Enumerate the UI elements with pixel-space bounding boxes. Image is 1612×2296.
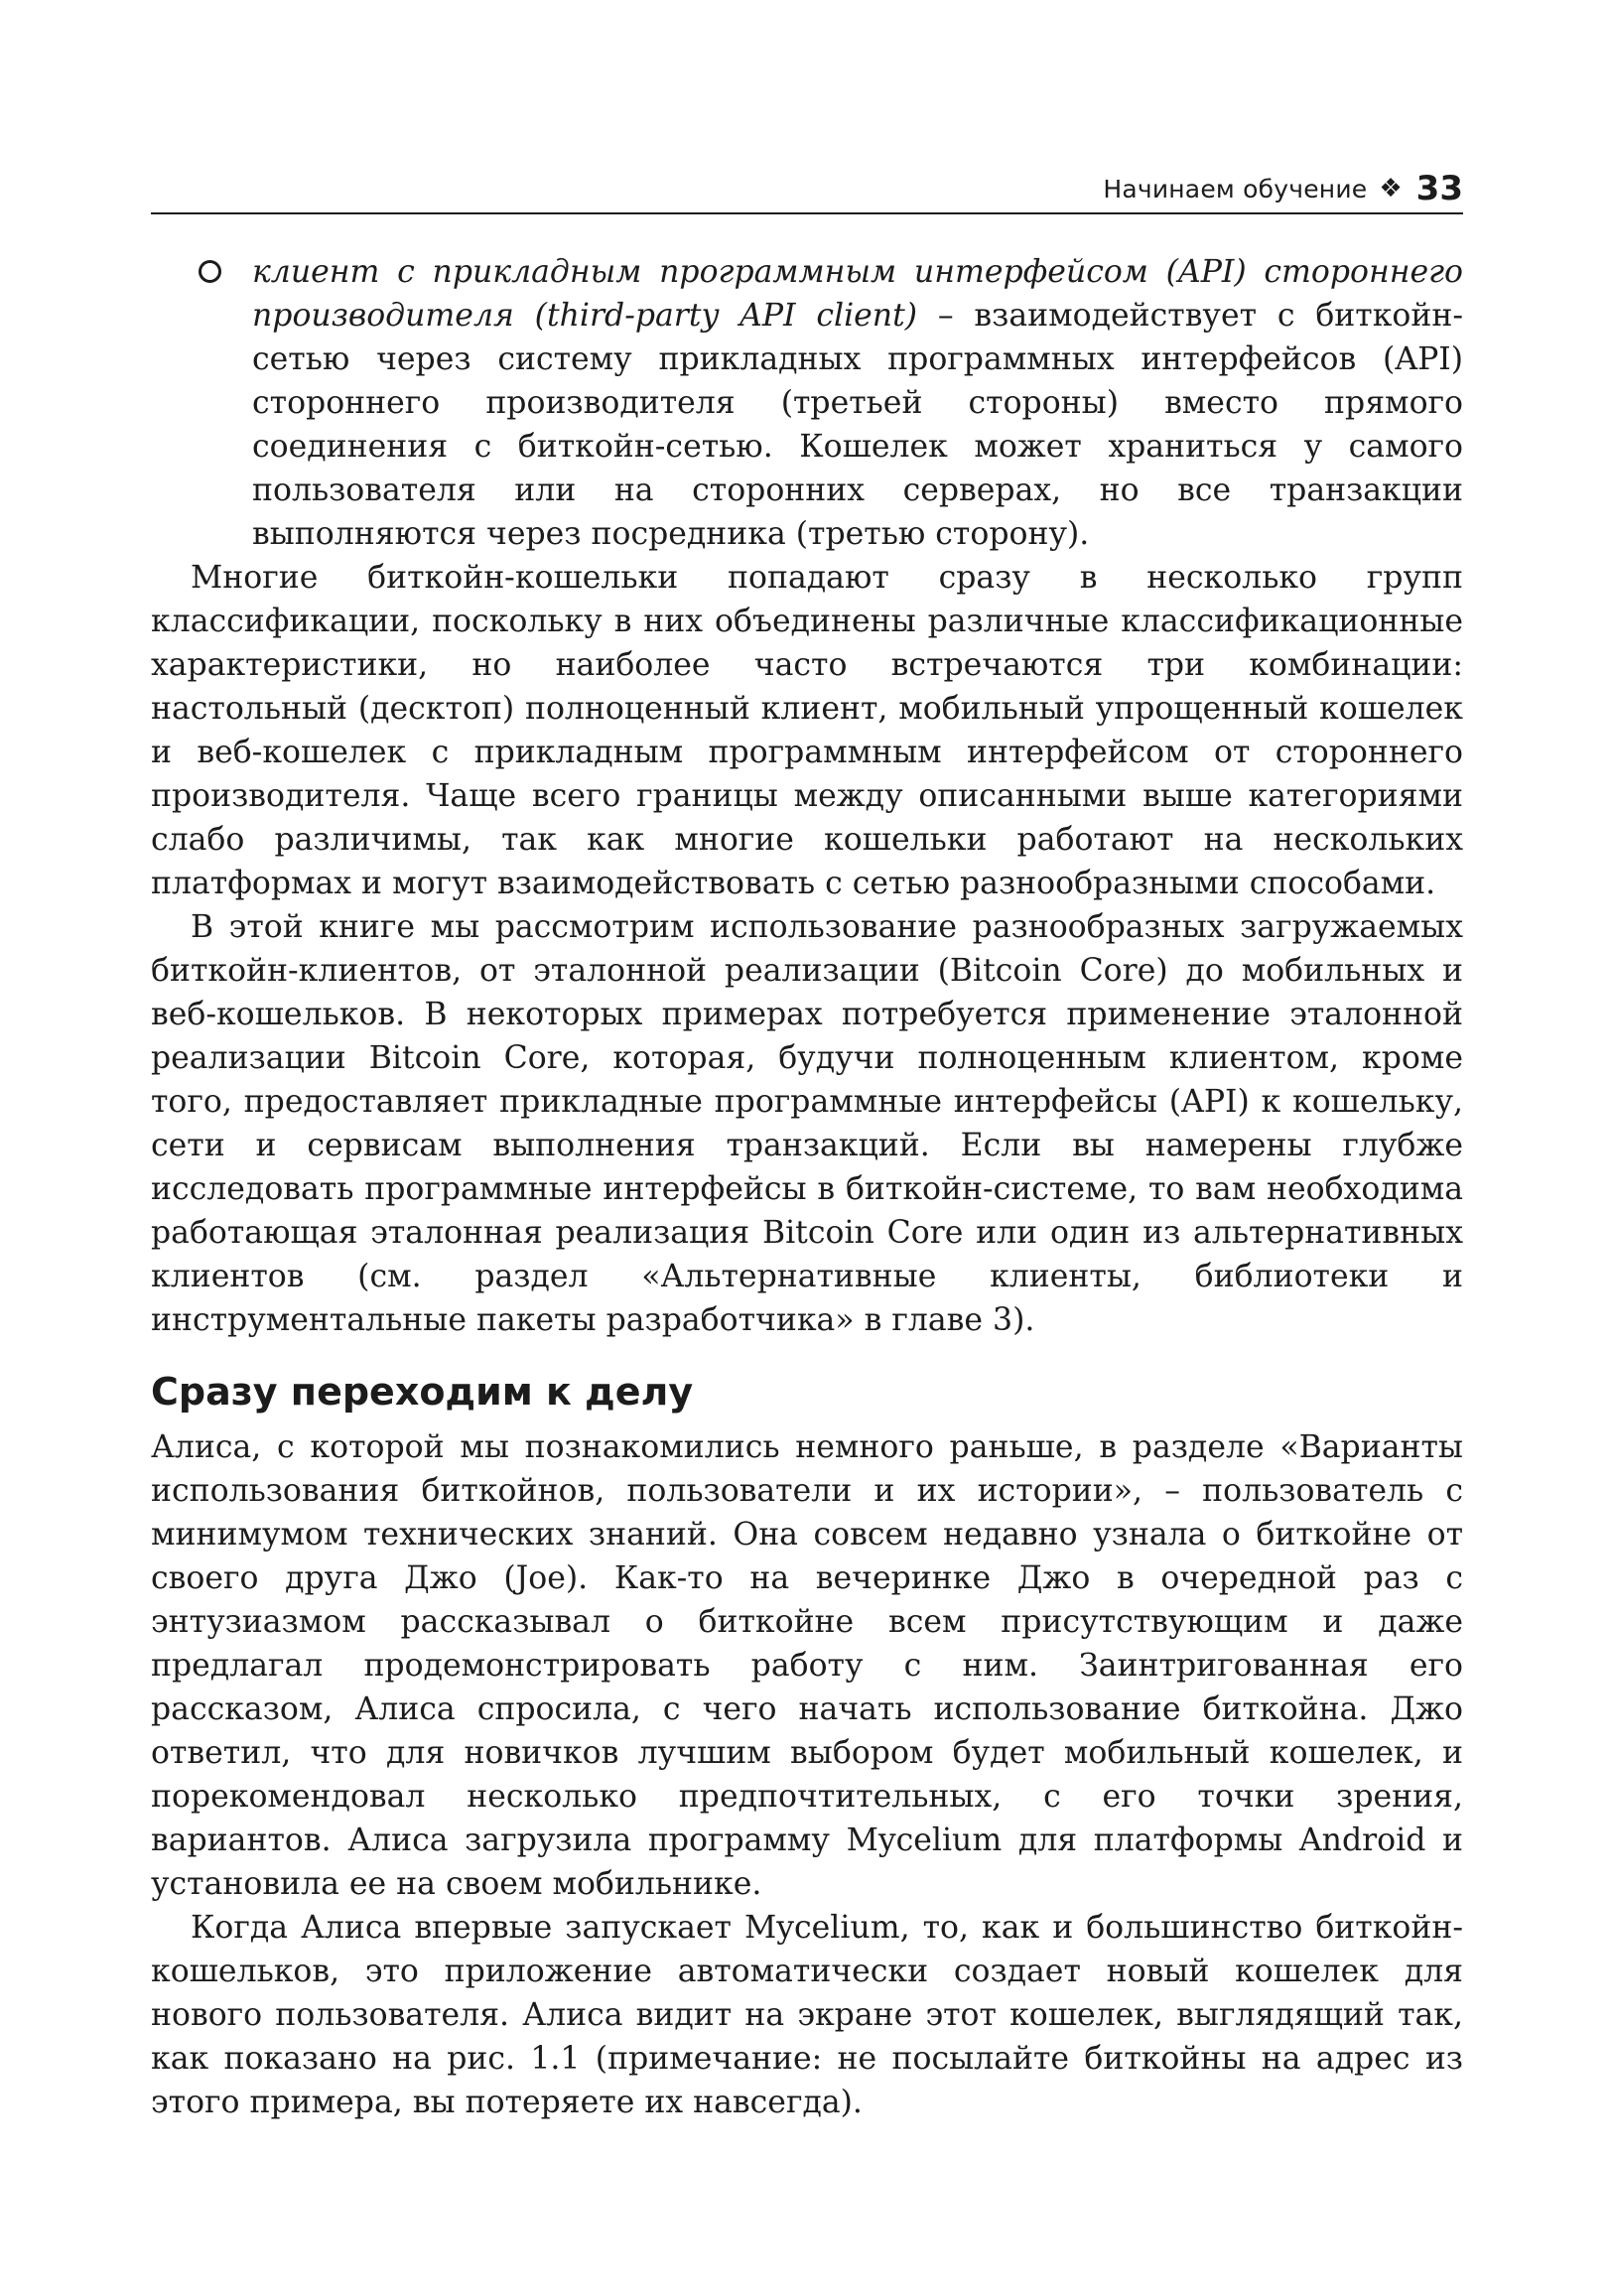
paragraph-clients-in-book: В этой книге мы рассмотрим использование разнообразных загружаемых биткойн-клиентов, от эталонной реализации (Bitcoin Core) до мобильных и веб-кошельков. В некоторых примерах потребуется применение эталонной реализации Bitcoin Core, которая, будучи полноценным клиентом, кроме того, предоставляет прикладные программные интерфейсы (API) к кошельку, сети и сервисам выполнения транзакций. Если вы намерены глубже исследовать программные интерфейсы в биткойн-системе, то вам необходима работающая эталонная реализация Bitcoin Core или один из альтернативных клиентов (см. раздел «Альтернативные клиенты, библиотеки и инструментальные пакеты разработчика» в главе 3). xyxy=(151,909,1463,1338)
bullet-term: клиент с прикладным программным интерфейсом (API) стороннего производителя (third-party API client) xyxy=(252,254,1463,334)
paragraph-wallet-classification: Многие биткойн-кошельки попадают сразу в несколько групп классификации, поскольку в них объединены различные классификационные характеристики, но наиболее часто встречаются три комбинации: настольный (десктоп) полноценный клиент, мобильный упрощенный кошелек и веб-кошелек с прикладным программным интерфейсом от стороннего производителя. Чаще всего границы между описанными выше категориями слабо различимы, так как многие кошельки работают на нескольких платформах и могут взаимодействовать с сетью разнообразными способами. xyxy=(151,560,1463,901)
hollow-circle-bullet-icon xyxy=(199,260,221,283)
paragraph-alice-intro: Алиса, с которой мы познакомились немного раньше, в разделе «Варианты использования биткойнов, пользователи и их истории», – пользователь с минимумом технических знаний. Она совсем недавно узнала о биткойне от своего друга Джо (Joe). Как-то на вечеринке Джо в очередной раз с энтузиазмом рассказывал о биткойне всем присутствующим и даже предлагал продемонстрировать работу с ним. Заинтригованная его рассказом, Алиса спросила, с чего начать использование биткойна. Джо ответил, что для новичков лучшим выбором будет мобильный кошелек, и порекомендовал несколько предпочтительных, с его точки зрения, вариантов. Алиса загрузила программу Mycelium для платформы Android и установила ее на своем мобильнике. xyxy=(151,1429,1463,1902)
running-title: Начинаем обучение xyxy=(1103,174,1368,203)
bullet-item-api-client xyxy=(151,250,1463,556)
ornament-icon: ❖ xyxy=(1379,174,1403,203)
paragraph-mycelium-first-launch: Когда Алиса впервые запускает Mycelium, то, как и большинство биткойн-кошельков, это приложение автоматически создает новый кошелек для нового пользователя. Алиса видит на экране этот кошелек, выглядящий так, как показано на рис. 1.1 (примечание: не посылайте биткойны на адрес из этого примера, вы потеряете их навсегда). xyxy=(151,1910,1463,2120)
page-header xyxy=(151,165,1463,214)
page-number: 33 xyxy=(1415,169,1463,208)
bullet-text: – взаимодействует с биткойн-сетью через систему прикладных программных интерфейсов (API) стороннего производителя (третьей стороны) вместо прямого соединения с биткойн-сетью. Кошелек может храниться у самого пользователя или на сторонних серверах, но все транзакции выполняются через посредника (третью сторону). xyxy=(252,298,1463,552)
section-heading: Сразу переходим к делу xyxy=(151,1370,694,1414)
page-body xyxy=(151,250,1463,2124)
